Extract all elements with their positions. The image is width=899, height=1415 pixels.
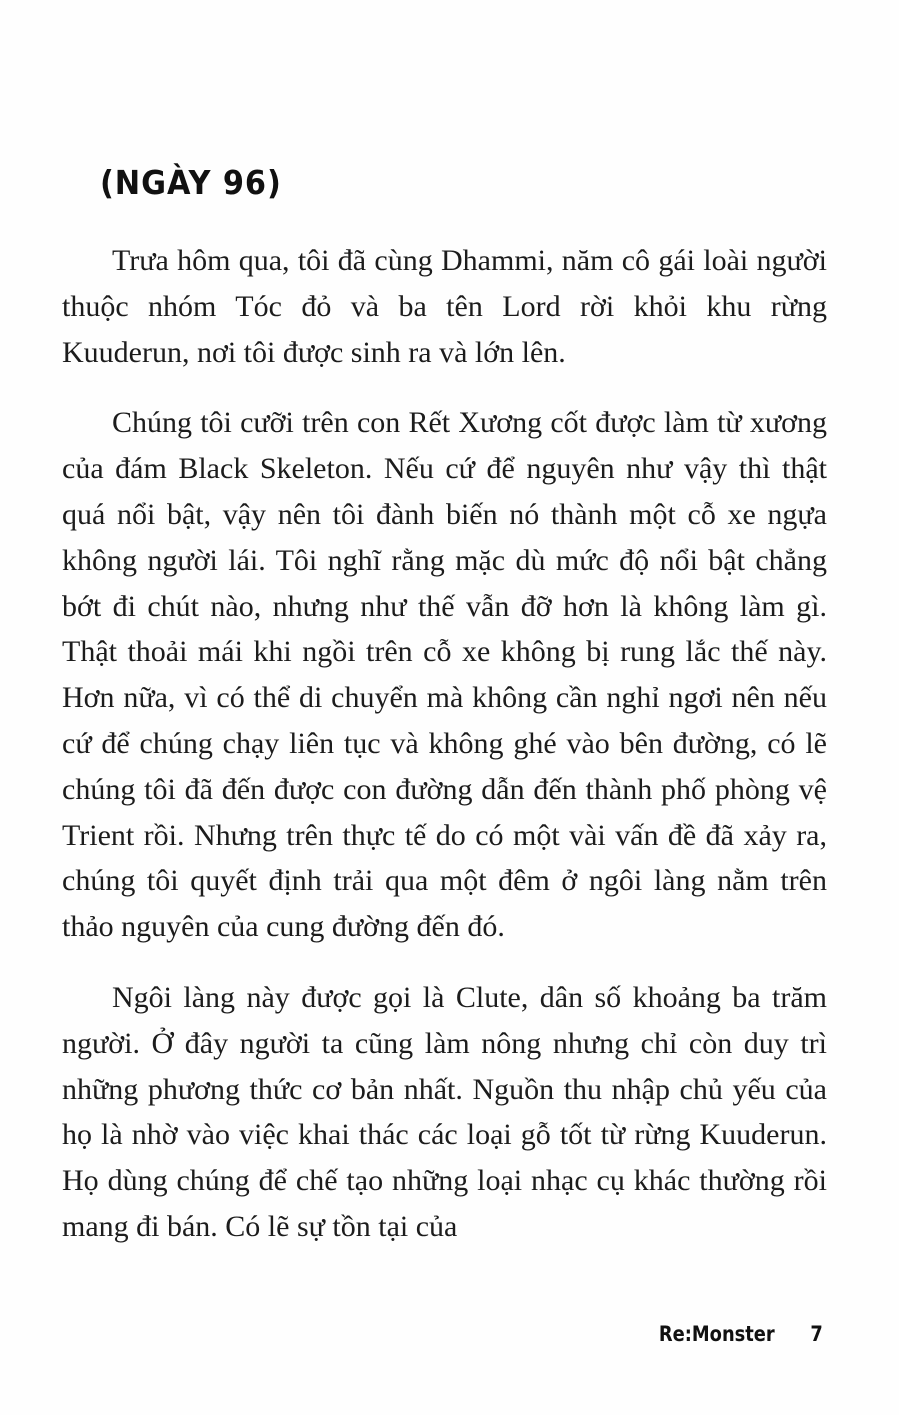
paragraph-2: Chúng tôi cưỡi trên con Rết Xương cốt được làm từ xương của đám Black Skeleton. Nếu cứ để nguyên như vậy thì thật quá nổi bật, vậy nên tôi đành biến nó thành một cỗ xe ngựa không người lái. Tôi nghĩ rằng mặc dù mức độ nổi bật chẳng bớt đi chút nào, nhưng như thế vẫn đỡ hơn là không làm gì. Thật thoải mái khi ngồi trên cỗ xe không bị rung lắc thế này. Hơn nữa, vì có thể di chuyển mà không cần nghỉ ngơi nên nếu cứ để chúng chạy liên tục và không ghé vào bên đường, có lẽ chúng tôi đã đến được con đường dẫn đến thành phố phòng vệ Trient rồi. Nhưng trên thực tế do có một vài vấn đề đã xảy ra, chúng tôi quyết định trải qua một đêm ở ngôi làng nằm trên thảo nguyên của cung đường đến đó. [62, 406, 827, 944]
body-text [62, 238, 827, 1250]
chapter-title: (NGÀY 96) [100, 163, 282, 202]
paragraph-1: Trưa hôm qua, tôi đã cùng Dhammi, năm cô gái loài người thuộc nhóm Tóc đỏ và ba tên Lord rời khỏi khu rừng Kuuderun, nơi tôi được sinh ra và lớn lên. [62, 244, 827, 369]
page-footer [659, 1322, 823, 1346]
paragraph-3: Ngôi làng này được gọi là Clute, dân số khoảng ba trăm người. Ở đây người ta cũng làm nông nhưng chỉ còn duy trì những phương thức cơ bản nhất. Nguồn thu nhập chủ yếu của họ là nhờ vào việc khai thác các loại gỗ tốt từ rừng Kuuderun. Họ dùng chúng để chế tạo những loại nhạc cụ khác thường rồi mang đi bán. Có lẽ sự tồn tại của [62, 980, 827, 1243]
running-book-title: Re:Monster [659, 1322, 775, 1346]
page-number: 7 [810, 1322, 823, 1346]
